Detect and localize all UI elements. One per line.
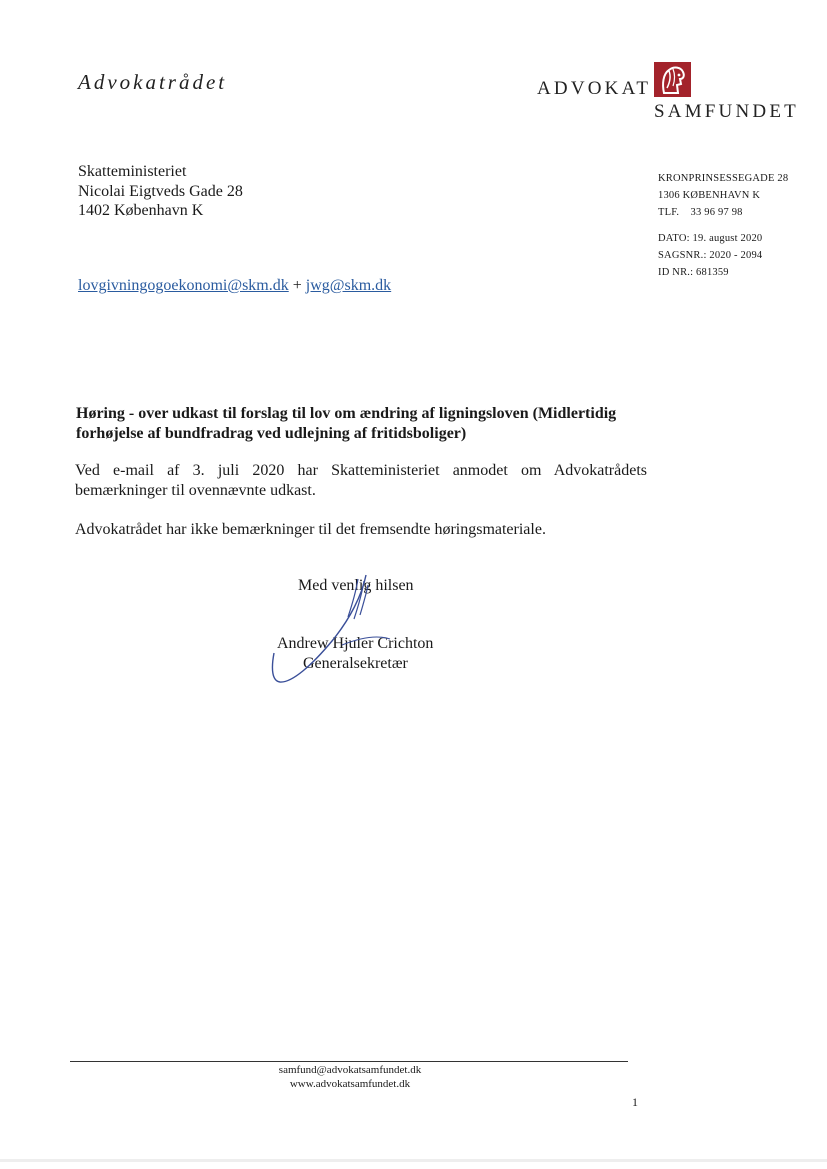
closing-salutation: Med venlig hilsen <box>298 577 414 594</box>
logo-helmet-icon <box>654 62 691 97</box>
recipient-line: 1402 København K <box>78 202 204 219</box>
logo-text-samfundet: SAMFUNDET <box>654 101 799 122</box>
page-number: 1 <box>632 1095 638 1109</box>
office-address: KRONPRINSESSEGADE 28 <box>658 173 789 184</box>
footer-email[interactable]: samfund@advokatsamfundet.dk <box>278 1064 422 1076</box>
recipient-line: Nicolai Eigtveds Gade 28 <box>78 182 243 200</box>
office-postal: 1306 KØBENHAVN K <box>658 190 761 201</box>
letter-subject: Høring - over udkast til forslag til lov om ændring af ligningsloven (Midlertidig forhøjelse af bundfradrag ved udlejning af fritidsboliger) <box>76 405 617 442</box>
footer-divider <box>70 1061 628 1062</box>
id-number: ID NR.: 681359 <box>658 267 729 278</box>
signatory-title: Generalsekretær <box>303 655 408 672</box>
footer-website[interactable]: www.advokatsamfundet.dk <box>289 1078 411 1090</box>
handwritten-signature <box>262 565 402 695</box>
scan-edge-divider <box>0 1159 827 1162</box>
office-info <box>658 170 788 281</box>
letter-date: DATO: 19. august 2020 <box>658 233 763 244</box>
body-paragraph: Ved e-mail af 3. juli 2020 har Skatteministeriet anmodet om Advokatrådets bemærkninger til ovennævnte udkast. <box>75 462 647 499</box>
email-separator: + <box>288 277 306 294</box>
body-paragraph: Advokatrådet har ikke bemærkninger til det fremsendte høringsmateriale. <box>75 521 546 538</box>
recipient-address <box>78 162 243 221</box>
case-number: SAGSNR.: 2020 - 2094 <box>658 250 763 261</box>
recipient-line: Skatteministeriet <box>78 163 187 180</box>
recipient-emails <box>78 277 391 295</box>
sender-name: Advokatrådet <box>78 70 228 94</box>
email-link-secondary[interactable]: jwg@skm.dk <box>305 277 392 294</box>
logo-text-advokat: ADVOKAT <box>537 78 652 99</box>
office-phone: TLF. 33 96 97 98 <box>658 207 743 218</box>
signatory-name: Andrew Hjuler Crichton <box>277 635 434 652</box>
email-link-primary[interactable]: lovgivningogoekonomi@skm.dk <box>78 277 289 294</box>
